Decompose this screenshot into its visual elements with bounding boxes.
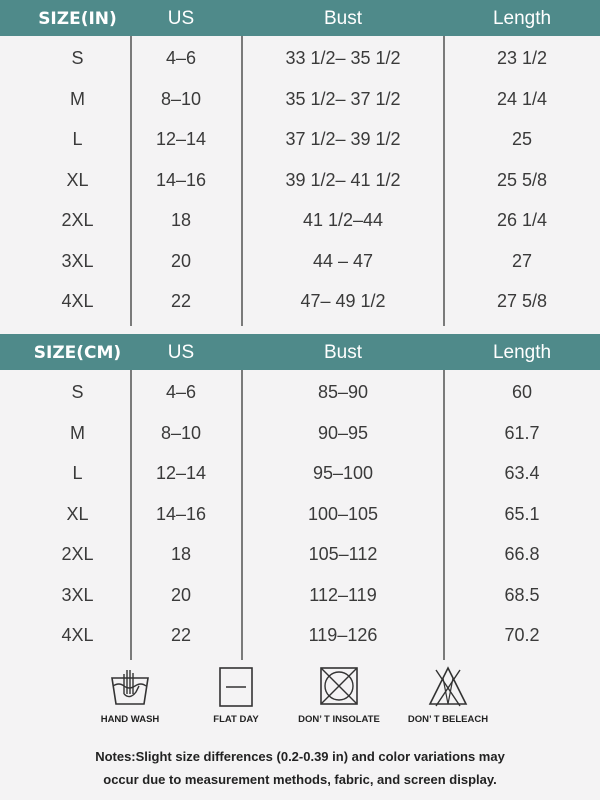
size-cell: 3XL (61, 584, 94, 605)
header-us: US (167, 8, 195, 29)
length-cell: 65.1 (504, 503, 540, 524)
table-row (0, 500, 600, 530)
care-label: HAND WASH (100, 714, 160, 725)
care-instructions (0, 664, 600, 744)
length-cell: 70.2 (504, 625, 540, 645)
us-cell: 4–6 (165, 382, 197, 402)
bust-cell: 41 1/2–44 (302, 210, 384, 230)
bust-cell: 112–119 (309, 584, 377, 605)
flat-dry-icon (214, 664, 258, 708)
notes-line: occur due to measurement methods, fabric, and screen display. (103, 772, 497, 787)
length-cell: 24 1/4 (496, 88, 548, 109)
us-cell: 8–10 (160, 88, 202, 109)
table-row (0, 540, 600, 570)
header-size: SIZE(IN) (38, 9, 117, 29)
us-cell: 14–16 (155, 169, 207, 190)
length-cell: 61.7 (504, 422, 540, 443)
header-length: Length (492, 8, 552, 29)
size-cell: 2XL (61, 544, 94, 564)
length-cell: 27 (511, 250, 533, 271)
bust-cell: 95–100 (312, 463, 374, 483)
bust-cell: 100–105 (307, 503, 379, 524)
size-cell: M (70, 88, 85, 109)
length-cell: 60 (511, 382, 533, 402)
table-body (0, 36, 600, 326)
bust-cell: 39 1/2– 41 1/2 (285, 169, 401, 190)
length-cell: 25 (511, 129, 533, 149)
header-size: SIZE(CM) (33, 343, 122, 363)
length-cell: 66.8 (504, 544, 540, 564)
table-row (0, 85, 600, 115)
table-row (0, 378, 600, 408)
us-cell: 18 (170, 210, 192, 230)
header-bust: Bust (323, 342, 363, 363)
care-label: DON’ T BELEACH (407, 714, 489, 725)
size-cell: 4XL (61, 291, 94, 311)
us-cell: 20 (170, 250, 192, 271)
notes-line: Notes:Slight size differences (0.2-0.39 in) and color variations may (95, 749, 505, 764)
care-label: FLAT DAY (213, 714, 259, 725)
table-row (0, 287, 600, 317)
table-header (0, 0, 600, 36)
us-cell: 22 (170, 625, 192, 645)
care-item (70, 664, 190, 725)
table-row (0, 166, 600, 196)
bust-cell: 119–126 (308, 625, 378, 645)
bust-cell: 105–112 (308, 544, 378, 564)
length-cell: 25 5/8 (496, 169, 548, 190)
table-row (0, 125, 600, 155)
header-us: US (167, 342, 195, 363)
us-cell: 14–16 (155, 503, 207, 524)
header-length: Length (492, 342, 552, 363)
table-row (0, 621, 600, 651)
us-cell: 20 (170, 584, 192, 605)
do-not-bleach-icon (426, 664, 470, 708)
size-cell: S (71, 48, 84, 68)
hand-wash-icon (108, 664, 152, 708)
care-item (176, 664, 296, 725)
table-header (0, 334, 600, 370)
do-not-tumble-dry-icon (317, 664, 361, 708)
size-cell: S (71, 382, 84, 402)
care-label: DON’ T INSOLATE (298, 714, 380, 725)
bust-cell: 90–95 (317, 422, 369, 443)
bust-cell: 85–90 (317, 382, 369, 402)
table-body (0, 370, 600, 660)
length-cell: 27 5/8 (496, 291, 548, 311)
size-table-cm (0, 334, 600, 660)
length-cell: 68.5 (504, 584, 540, 605)
size-cell: 4XL (61, 625, 94, 645)
us-cell: 4–6 (165, 48, 197, 68)
table-row (0, 459, 600, 489)
size-cell: XL (66, 503, 89, 524)
care-item (279, 664, 399, 725)
size-cell: 3XL (61, 250, 94, 271)
bust-cell: 37 1/2– 39 1/2 (285, 129, 401, 149)
size-cell: L (72, 129, 83, 149)
size-cell: 2XL (61, 210, 94, 230)
length-cell: 26 1/4 (496, 210, 548, 230)
table-row (0, 206, 600, 236)
care-item (388, 664, 508, 725)
table-row (0, 581, 600, 611)
length-cell: 63.4 (504, 463, 540, 483)
header-bust: Bust (323, 8, 363, 29)
bust-cell: 47– 49 1/2 (300, 291, 386, 311)
us-cell: 8–10 (160, 422, 202, 443)
us-cell: 12–14 (155, 463, 207, 483)
us-cell: 12–14 (155, 129, 207, 149)
size-cell: L (72, 463, 83, 483)
us-cell: 22 (170, 291, 192, 311)
size-table-inches (0, 0, 600, 326)
table-row (0, 44, 600, 74)
bust-cell: 44 – 47 (312, 250, 374, 271)
bust-cell: 33 1/2– 35 1/2 (285, 48, 401, 68)
notes (0, 745, 600, 791)
size-cell: XL (66, 169, 89, 190)
us-cell: 18 (170, 544, 192, 564)
bust-cell: 35 1/2– 37 1/2 (285, 88, 401, 109)
size-cell: M (70, 422, 85, 443)
length-cell: 23 1/2 (496, 48, 548, 68)
table-row (0, 247, 600, 277)
table-row (0, 419, 600, 449)
